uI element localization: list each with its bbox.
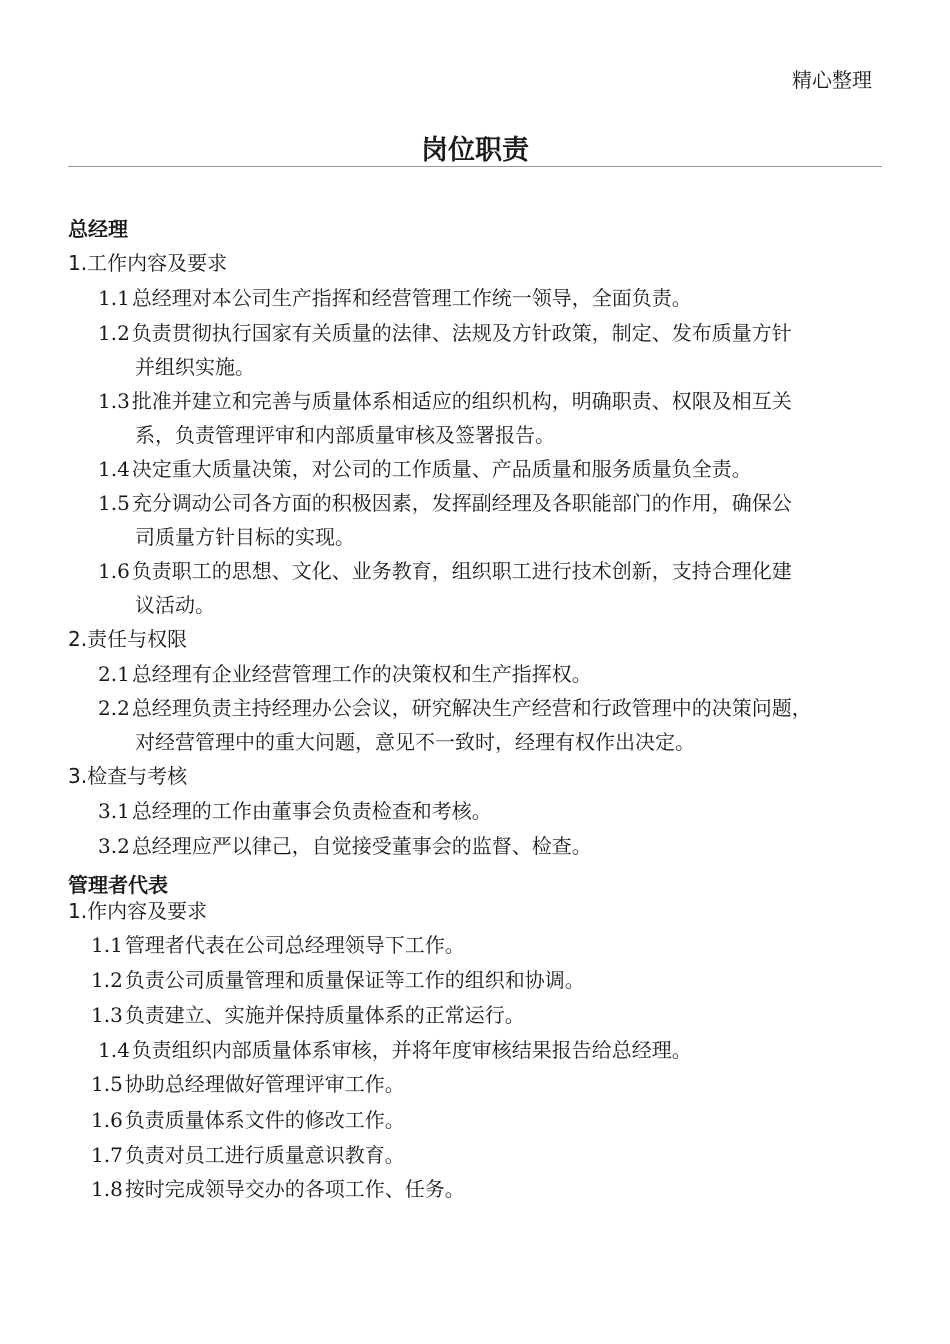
- item-number: 1.5: [98, 491, 130, 515]
- subsection-heading: 1.工作内容及要求: [68, 251, 228, 275]
- item-text: 管理者代表在公司总经理领导下工作。: [124, 933, 465, 957]
- item-text-continuation: 司质量方针目标的实现。: [135, 525, 355, 549]
- page-title: 岗位职责: [421, 135, 529, 166]
- list-item: [98, 829, 888, 863]
- item-number: 1.8: [91, 1177, 123, 1201]
- item-text: 负责建立、实施并保持质量体系的正常运行。: [124, 1003, 525, 1027]
- item-text-continuation: 对经营管理中的重大问题，意见不一致时，经理有权作出决定。: [135, 730, 695, 754]
- item-text: 总经理的工作由董事会负责检查和考核。: [131, 799, 492, 823]
- item-number: 1.6: [98, 559, 130, 583]
- list-item: [98, 281, 888, 315]
- list-item: [98, 384, 888, 452]
- item-text: 负责组织内部质量体系审核，并将年度审核结果报告给总经理。: [131, 1038, 692, 1062]
- item-number: 1.7: [91, 1143, 123, 1167]
- item-text: 负责对员工进行质量意识教育。: [124, 1143, 405, 1167]
- item-number: 3.1: [98, 799, 130, 823]
- title-divider: [68, 166, 882, 167]
- item-text: 总经理对本公司生产指挥和经营管理工作统一领导，全面负责。: [131, 286, 692, 310]
- list-item: [91, 1138, 881, 1172]
- list-item: [98, 486, 888, 554]
- section-heading-management-representative: 管理者代表: [68, 873, 168, 897]
- item-number: 1.2: [91, 968, 123, 992]
- item-number: 1.2: [98, 321, 130, 345]
- item-number: 1.5: [91, 1072, 123, 1096]
- list-item: [91, 963, 881, 997]
- section-heading-general-manager: 总经理: [68, 217, 128, 241]
- list-item: [98, 657, 888, 691]
- list-item: [98, 691, 898, 759]
- list-item: [91, 998, 881, 1032]
- item-text: 总经理有企业经营管理工作的决策权和生产指挥权。: [131, 662, 592, 686]
- subsection-heading: 2.责任与权限: [68, 627, 188, 651]
- item-number: 1.3: [91, 1003, 123, 1027]
- item-text: 负责贯彻执行国家有关质量的法律、法规及方针政策，制定、发布质量方针: [131, 321, 792, 345]
- item-number: 1.4: [98, 1038, 130, 1062]
- item-number: 1.3: [98, 389, 130, 413]
- item-text-continuation: 系，负责管理评审和内部质量审核及签署报告。: [135, 423, 555, 447]
- list-item: [91, 1172, 881, 1206]
- item-text-continuation: 并组织实施。: [135, 355, 255, 379]
- list-item: [91, 1103, 881, 1137]
- list-item: [98, 452, 888, 486]
- item-text: 批准并建立和完善与质量体系相适应的组织机构，明确职责、权限及相互关: [131, 389, 792, 413]
- list-item: [91, 1067, 881, 1101]
- item-text: 总经理负责主持经理办公会议，研究解决生产经营和行政管理中的决策问题，: [131, 696, 812, 720]
- item-number: 1.4: [98, 457, 130, 481]
- item-text: 负责公司质量管理和质量保证等工作的组织和协调。: [124, 968, 585, 992]
- subsection-heading: 3.检查与考核: [68, 764, 188, 788]
- item-number: 3.2: [98, 834, 130, 858]
- list-item: [98, 794, 888, 828]
- item-number: 2.1: [98, 662, 130, 686]
- list-item: [98, 554, 888, 622]
- item-text-continuation: 议活动。: [135, 593, 215, 617]
- item-text: 按时完成领导交办的各项工作、任务。: [124, 1177, 465, 1201]
- list-item: [98, 316, 888, 384]
- item-number: 1.1: [98, 286, 130, 310]
- item-number: 2.2: [98, 696, 130, 720]
- list-item: [91, 928, 881, 962]
- list-item: [98, 1033, 888, 1067]
- item-text: 决定重大质量决策，对公司的工作质量、产品质量和服务质量负全责。: [131, 457, 752, 481]
- item-number: 1.6: [91, 1108, 123, 1132]
- item-text: 负责质量体系文件的修改工作。: [124, 1108, 405, 1132]
- header-note: 精心整理: [792, 68, 872, 92]
- subsection-heading: 1.作内容及要求: [68, 899, 208, 923]
- item-text: 总经理应严以律己，自觉接受董事会的监督、检查。: [131, 834, 592, 858]
- item-text: 充分调动公司各方面的积极因素，发挥副经理及各职能部门的作用，确保公: [131, 491, 792, 515]
- item-text: 负责职工的思想、文化、业务教育，组织职工进行技术创新，支持合理化建: [131, 559, 792, 583]
- item-text: 协助总经理做好管理评审工作。: [124, 1072, 405, 1096]
- item-number: 1.1: [91, 933, 123, 957]
